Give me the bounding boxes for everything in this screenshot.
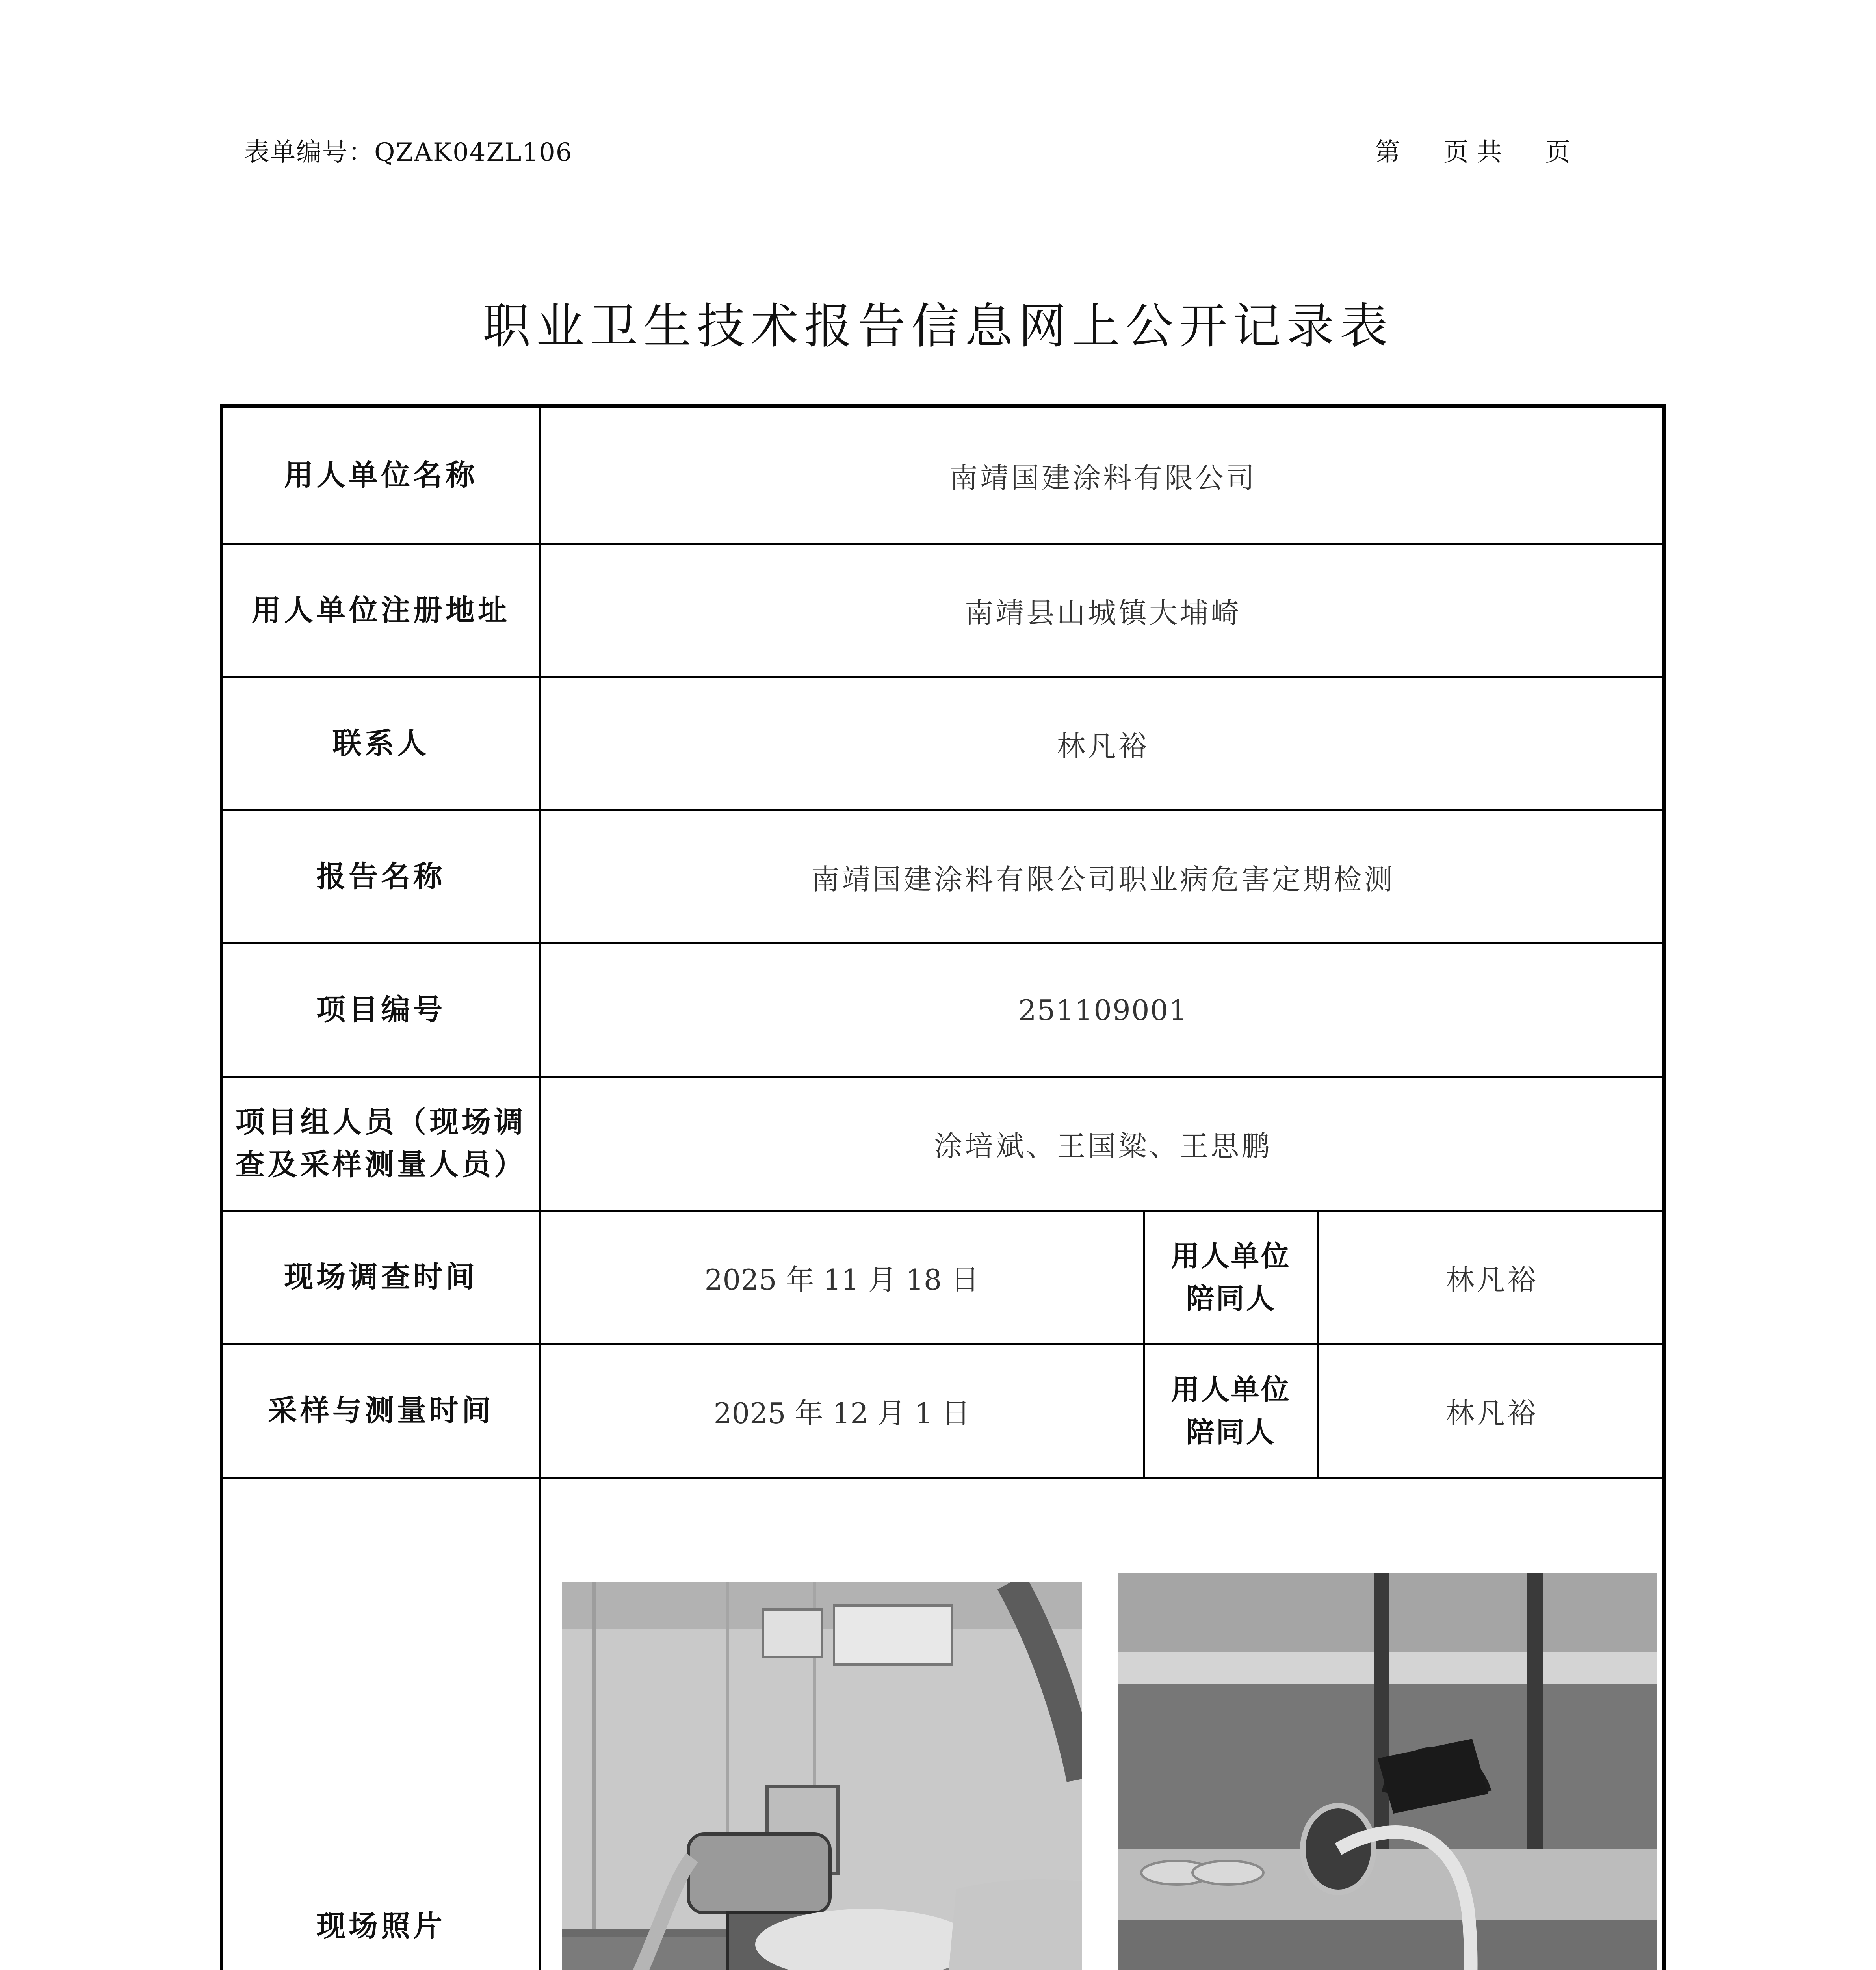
site-photo-machine-image	[562, 1582, 1082, 1970]
contact-label: 联系人	[223, 678, 541, 809]
survey-companion-label-line1: 用人单位	[1171, 1239, 1291, 1273]
page-title: 职业卫生技术报告信息网上公开记录表	[483, 298, 1393, 354]
report-name-label: 报告名称	[223, 811, 541, 942]
team-members-label	[223, 1078, 541, 1210]
row-project-number	[223, 942, 1662, 1076]
record-table	[220, 404, 1666, 1970]
site-photo-sampler	[1118, 1573, 1657, 1970]
row-survey-time	[223, 1210, 1662, 1343]
row-contact	[223, 676, 1662, 809]
employer-address-label: 用人单位注册地址	[223, 545, 541, 676]
site-photo-sampler-image	[1118, 1573, 1657, 1970]
form-number: 表单编号：QZAK04ZL106	[244, 138, 573, 167]
sampling-companion-label	[1145, 1345, 1319, 1477]
page-mid: 页 共	[1443, 138, 1502, 167]
team-members-label-line2: 查及采样测量人员）	[236, 1147, 526, 1182]
page-prefix: 第	[1375, 138, 1400, 167]
row-report-name	[223, 809, 1662, 942]
row-team-members	[223, 1076, 1662, 1210]
row-sampling-time	[223, 1343, 1662, 1477]
sampling-time-label: 采样与测量时间	[223, 1345, 541, 1477]
site-photos-label: 现场照片	[223, 1479, 541, 1970]
row-employer-name	[223, 408, 1662, 543]
employer-name-value: 南靖国建涂料有限公司	[949, 461, 1257, 494]
survey-time-value: 2025 年 11 月 18 日	[541, 1212, 1145, 1343]
project-number-label: 项目编号	[223, 944, 541, 1076]
row-site-photos	[223, 1477, 1662, 1970]
page-indicator	[1375, 132, 1570, 168]
employer-address-value: 南靖县山城镇大埔崎	[964, 596, 1241, 630]
contact-value: 林凡裕	[1057, 729, 1149, 763]
survey-time-label: 现场调查时间	[223, 1212, 541, 1343]
survey-companion-value: 林凡裕	[1446, 1263, 1538, 1296]
page-suffix: 页	[1545, 138, 1571, 167]
report-name-value: 南靖国建涂料有限公司职业病危害定期检测	[811, 862, 1395, 896]
site-photo-machine	[562, 1582, 1082, 1970]
survey-companion-label-line2: 陪同人	[1186, 1282, 1276, 1315]
sampling-companion-label-line1: 用人单位	[1171, 1373, 1291, 1406]
sampling-time-value: 2025 年 12 月 1 日	[541, 1345, 1145, 1477]
team-members-value: 涂培斌、王国粱、王思鹏	[934, 1129, 1272, 1163]
project-number-value: 251109001	[1018, 993, 1188, 1027]
row-employer-address	[223, 543, 1662, 676]
employer-name-label: 用人单位名称	[223, 408, 541, 543]
team-members-label-line1: 项目组人员（现场调	[236, 1105, 526, 1139]
sampling-companion-value: 林凡裕	[1446, 1396, 1538, 1430]
survey-companion-label	[1145, 1212, 1319, 1343]
sampling-companion-label-line2: 陪同人	[1186, 1415, 1276, 1449]
